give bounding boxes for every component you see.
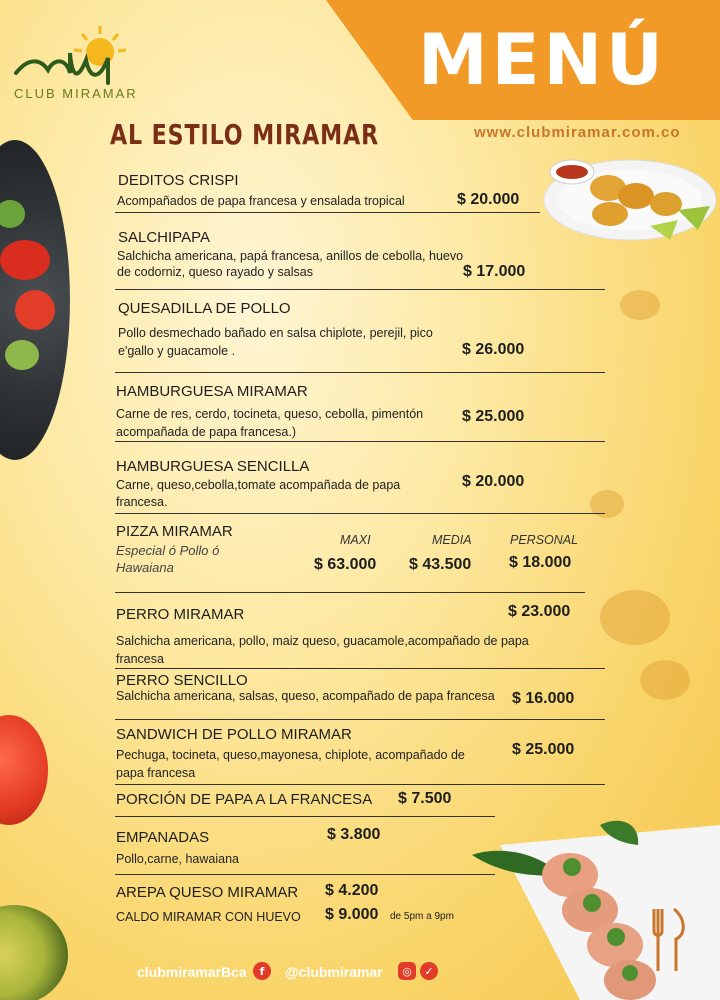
item-name: PERRO MIRAMAR [116,606,245,623]
item-price: $ 7.500 [398,790,452,807]
divider [115,372,605,373]
size-price: $ 63.000 [314,556,377,573]
item-name: HAMBURGUESA SENCILLA [116,458,310,475]
item-desc: Salchicha americana, pollo, maiz queso, guacamole,acompañado de papa francesa [116,634,529,666]
size-label: MEDIA [432,533,472,547]
salad-plate-image [0,140,70,460]
divider [115,513,605,514]
item-price: $ 9.000 [325,906,379,923]
size-price: $ 18.000 [509,554,572,571]
divider [115,668,605,669]
item-desc: Carne, queso,cebolla,tomate acompañada de papa francesa. [116,478,401,509]
section-title: AL ESTILO MIRAMAR [110,118,380,151]
item-price: $ 16.000 [512,690,575,707]
item-desc: Pollo desmechado bañado en salsa chiplote, perejil, pico e'gallo y guacamole . [118,326,433,358]
item-desc: Salchicha americana, papá francesa, anillos de cebolla, huevo de codorniz, queso rayado y salsas [117,249,464,279]
paint-splatter [620,290,660,320]
item-name: DEDITOS CRISPI [118,172,239,189]
facebook-icon[interactable]: f [253,962,271,980]
pizza-desc: Especial ó Pollo ó Hawaiana [116,543,220,575]
item-name: AREPA QUESO MIRAMAR [116,884,299,901]
item-name: SANDWICH DE POLLO MIRAMAR [116,726,352,743]
divider [115,212,540,213]
item-price: $ 25.000 [462,408,525,425]
avocado-image [0,905,68,1000]
item-price: $ 4.200 [325,882,379,899]
item-name: QUESADILLA DE POLLO [118,300,291,317]
item-desc: Acompañados de papa francesa y ensalada tropical [117,194,405,208]
size-label: PERSONAL [510,533,579,547]
facebook-handle[interactable]: clubmiramarBca [137,964,247,980]
divider [115,816,495,817]
item-desc: Salchicha americana, salsas, queso, acompañado de papa francesa [116,689,495,703]
size-label: MAXI [340,533,371,547]
paint-splatter [600,590,670,645]
tomato-image [0,715,48,825]
item-name: PORCIÓN DE PAPA A LA FRANCESA [116,791,373,808]
divider [115,874,495,875]
divider [115,592,585,593]
item-price: $ 25.000 [512,741,575,758]
item-name: CALDO MIRAMAR CON HUEVO [116,910,301,924]
divider [115,784,605,785]
item-desc: Pollo,carne, hawaiana [116,852,239,866]
item-desc: Pechuga, tocineta, queso,mayonesa, chiplote, acompañado de papa francesa [116,748,465,780]
paint-splatter [640,660,690,700]
cutlery-icon [648,905,688,975]
item-name: PERRO SENCILLO [116,672,248,689]
item-price: $ 26.000 [462,341,525,358]
website-link[interactable]: www.clubmiramar.com.co [474,124,681,141]
item-name: SALCHIPAPA [118,229,210,246]
menu-title: MENÚ [418,19,667,101]
item-price: $ 3.800 [327,826,381,843]
item-price: $ 23.000 [508,603,571,620]
pizza-name: PIZZA MIRAMAR [116,523,233,540]
twitter-icon[interactable]: ✓ [420,962,438,980]
item-desc: Carne de res, cerdo, tocineta, queso, cebolla, pimentón acompañada de papa francesa.) [116,407,424,439]
item-name: EMPANADAS [116,829,210,846]
divider [115,289,605,290]
social-handle[interactable]: @clubmiramar [285,964,383,980]
divider [115,441,605,442]
size-price: $ 43.500 [409,556,472,573]
item-price: $ 20.000 [457,191,520,208]
instagram-icon[interactable]: ◎ [398,962,416,980]
logo-text: CLUB MIRAMAR [14,86,138,101]
sun-logo-icon [74,26,126,66]
schedule-note: de 5pm a 9pm [390,911,454,922]
item-price: $ 17.000 [463,263,526,280]
item-price: $ 20.000 [462,473,525,490]
croquettes-dish-image [538,148,718,244]
divider [115,719,605,720]
item-name: HAMBURGUESA MIRAMAR [116,383,308,400]
